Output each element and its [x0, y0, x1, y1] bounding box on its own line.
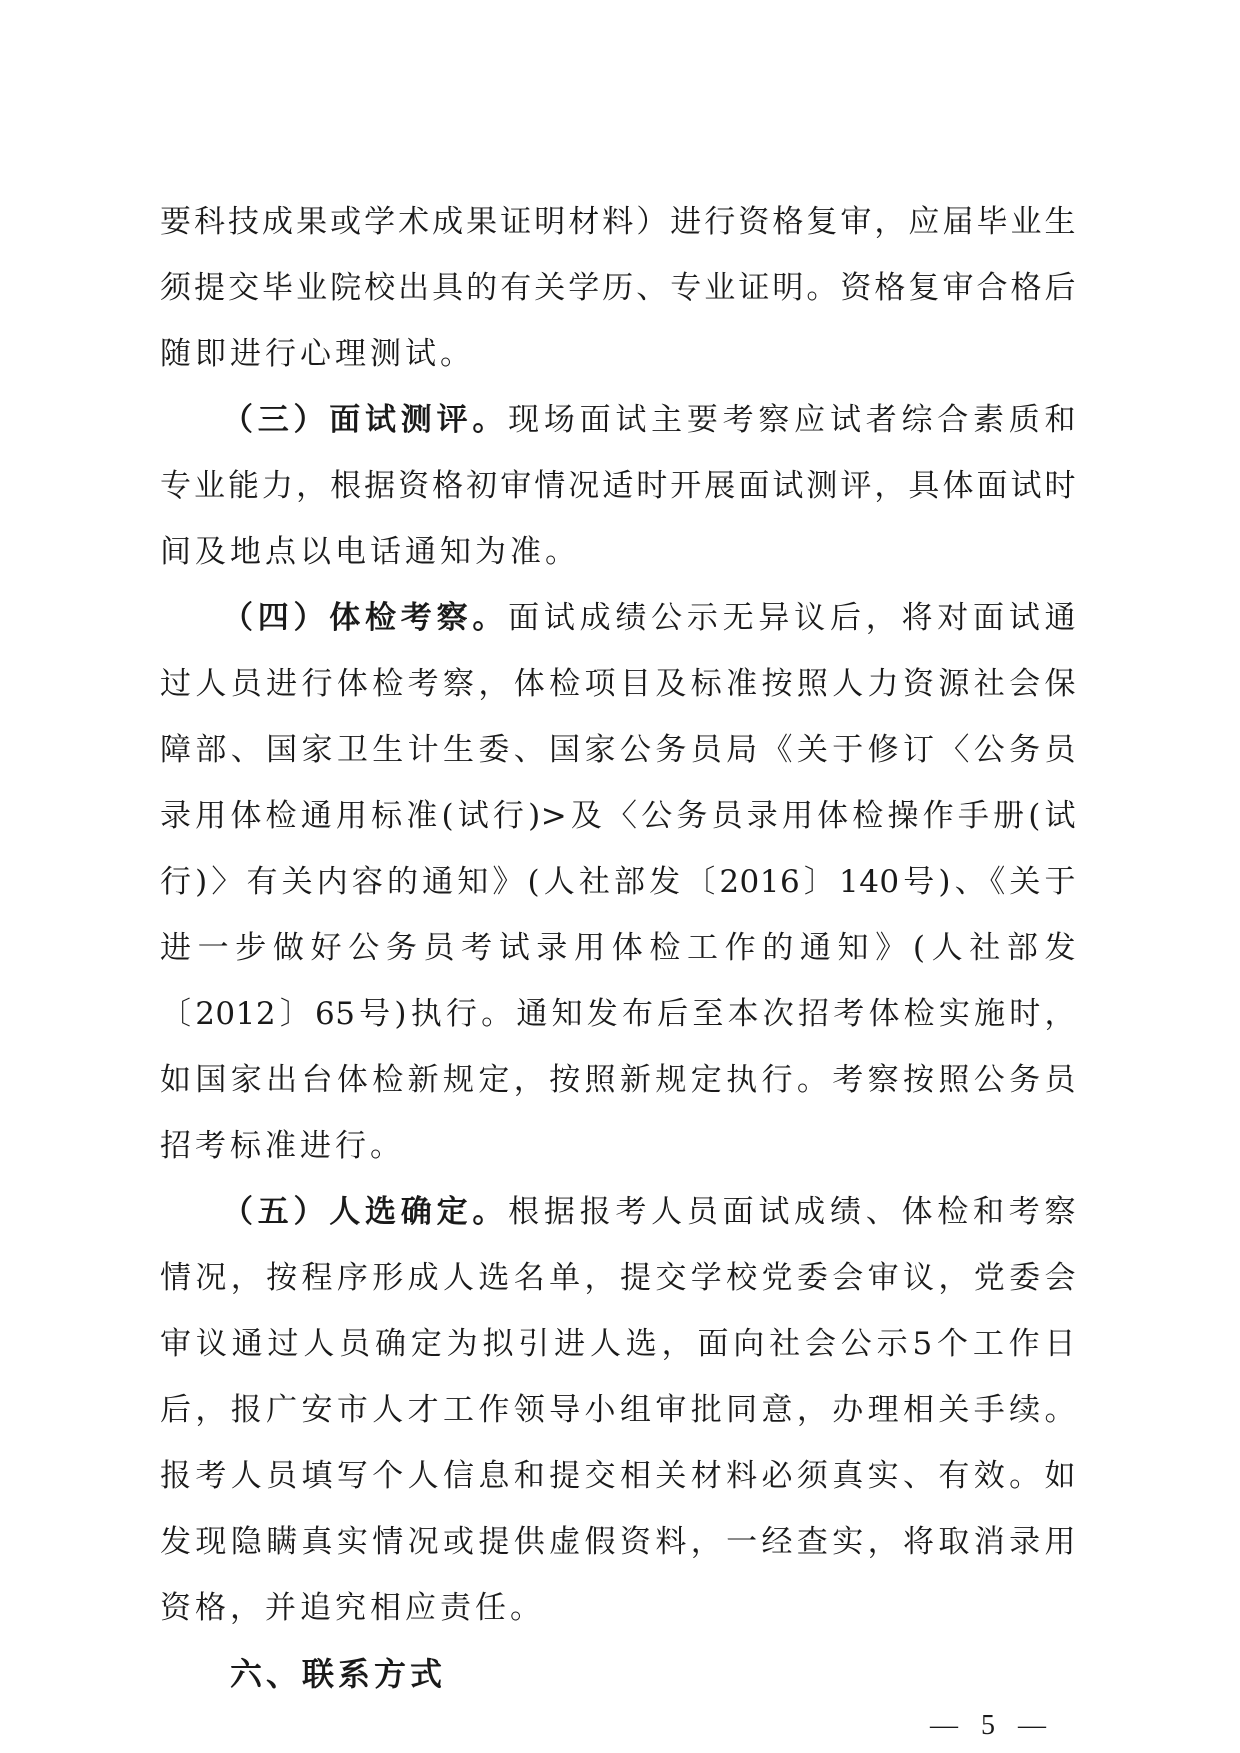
selection-line-4: 后，报广安市人才工作领导小组审批同意，办理相关手续。	[160, 1392, 1076, 1428]
physical-line-7: 〔2012〕65号)执行。通知发布后至本次招考体检实施时，	[160, 996, 1076, 1032]
interview-line-3: 间及地点以电话通知为准。	[160, 534, 580, 570]
contact-heading: 六、联系方式	[230, 1655, 447, 1693]
selection-line-1	[222, 1188, 1076, 1236]
physical-line-9: 招考标准进行。	[160, 1128, 405, 1164]
interview-heading: （三）面试测评。	[222, 402, 509, 438]
physical-line-6: 进一步做好公务员考试录用体检工作的通知》(人社部发	[160, 930, 1076, 966]
physical-line-5: 行)〉有关内容的通知》(人社部发〔2016〕140号)、《关于	[160, 864, 1076, 900]
interview-line-1-text: 现场面试主要考察应试者综合素质和	[508, 402, 1077, 438]
selection-line-3: 审议通过人员确定为拟引进人选，面向社会公示5个工作日	[160, 1326, 1076, 1362]
physical-line-4: 录用体检通用标准(试行)>及〈公务员录用体检操作手册(试	[160, 798, 1076, 834]
selection-line-2: 情况，按程序形成人选名单，提交学校党委会审议，党委会	[160, 1260, 1076, 1296]
physical-line-8: 如国家出台体检新规定，按照新规定执行。考察按照公务员	[160, 1062, 1076, 1098]
selection-heading: （五）人选确定。	[222, 1194, 509, 1230]
selection-line-7: 资格，并追究相应责任。	[160, 1590, 545, 1626]
physical-heading: （四）体检考察。	[222, 600, 509, 636]
selection-line-1-text: 根据报考人员面试成绩、体检和考察	[508, 1194, 1077, 1230]
qualification-line-2: 须提交毕业院校出具的有关学历、专业证明。资格复审合格后	[160, 270, 1076, 306]
qualification-line-3: 随即进行心理测试。	[160, 336, 475, 372]
physical-line-1-text: 面试成绩公示无异议后，将对面试通	[508, 600, 1077, 636]
physical-line-3: 障部、国家卫生计生委、国家公务员局《关于修订〈公务员	[160, 732, 1076, 768]
physical-line-2: 过人员进行体检考察，体检项目及标准按照人力资源社会保	[160, 666, 1076, 702]
selection-line-6: 发现隐瞒真实情况或提供虚假资料，一经查实，将取消录用	[160, 1524, 1076, 1560]
physical-line-1	[222, 594, 1076, 642]
qualification-line-1: 要科技成果或学术成果证明材料）进行资格复审，应届毕业生	[160, 204, 1076, 240]
interview-line-1	[222, 396, 1076, 444]
selection-line-5: 报考人员填写个人信息和提交相关材料必须真实、有效。如	[160, 1458, 1076, 1494]
page-number: — 5 —	[930, 1710, 1054, 1741]
interview-line-2: 专业能力，根据资格初审情况适时开展面试测评，具体面试时	[160, 468, 1076, 504]
